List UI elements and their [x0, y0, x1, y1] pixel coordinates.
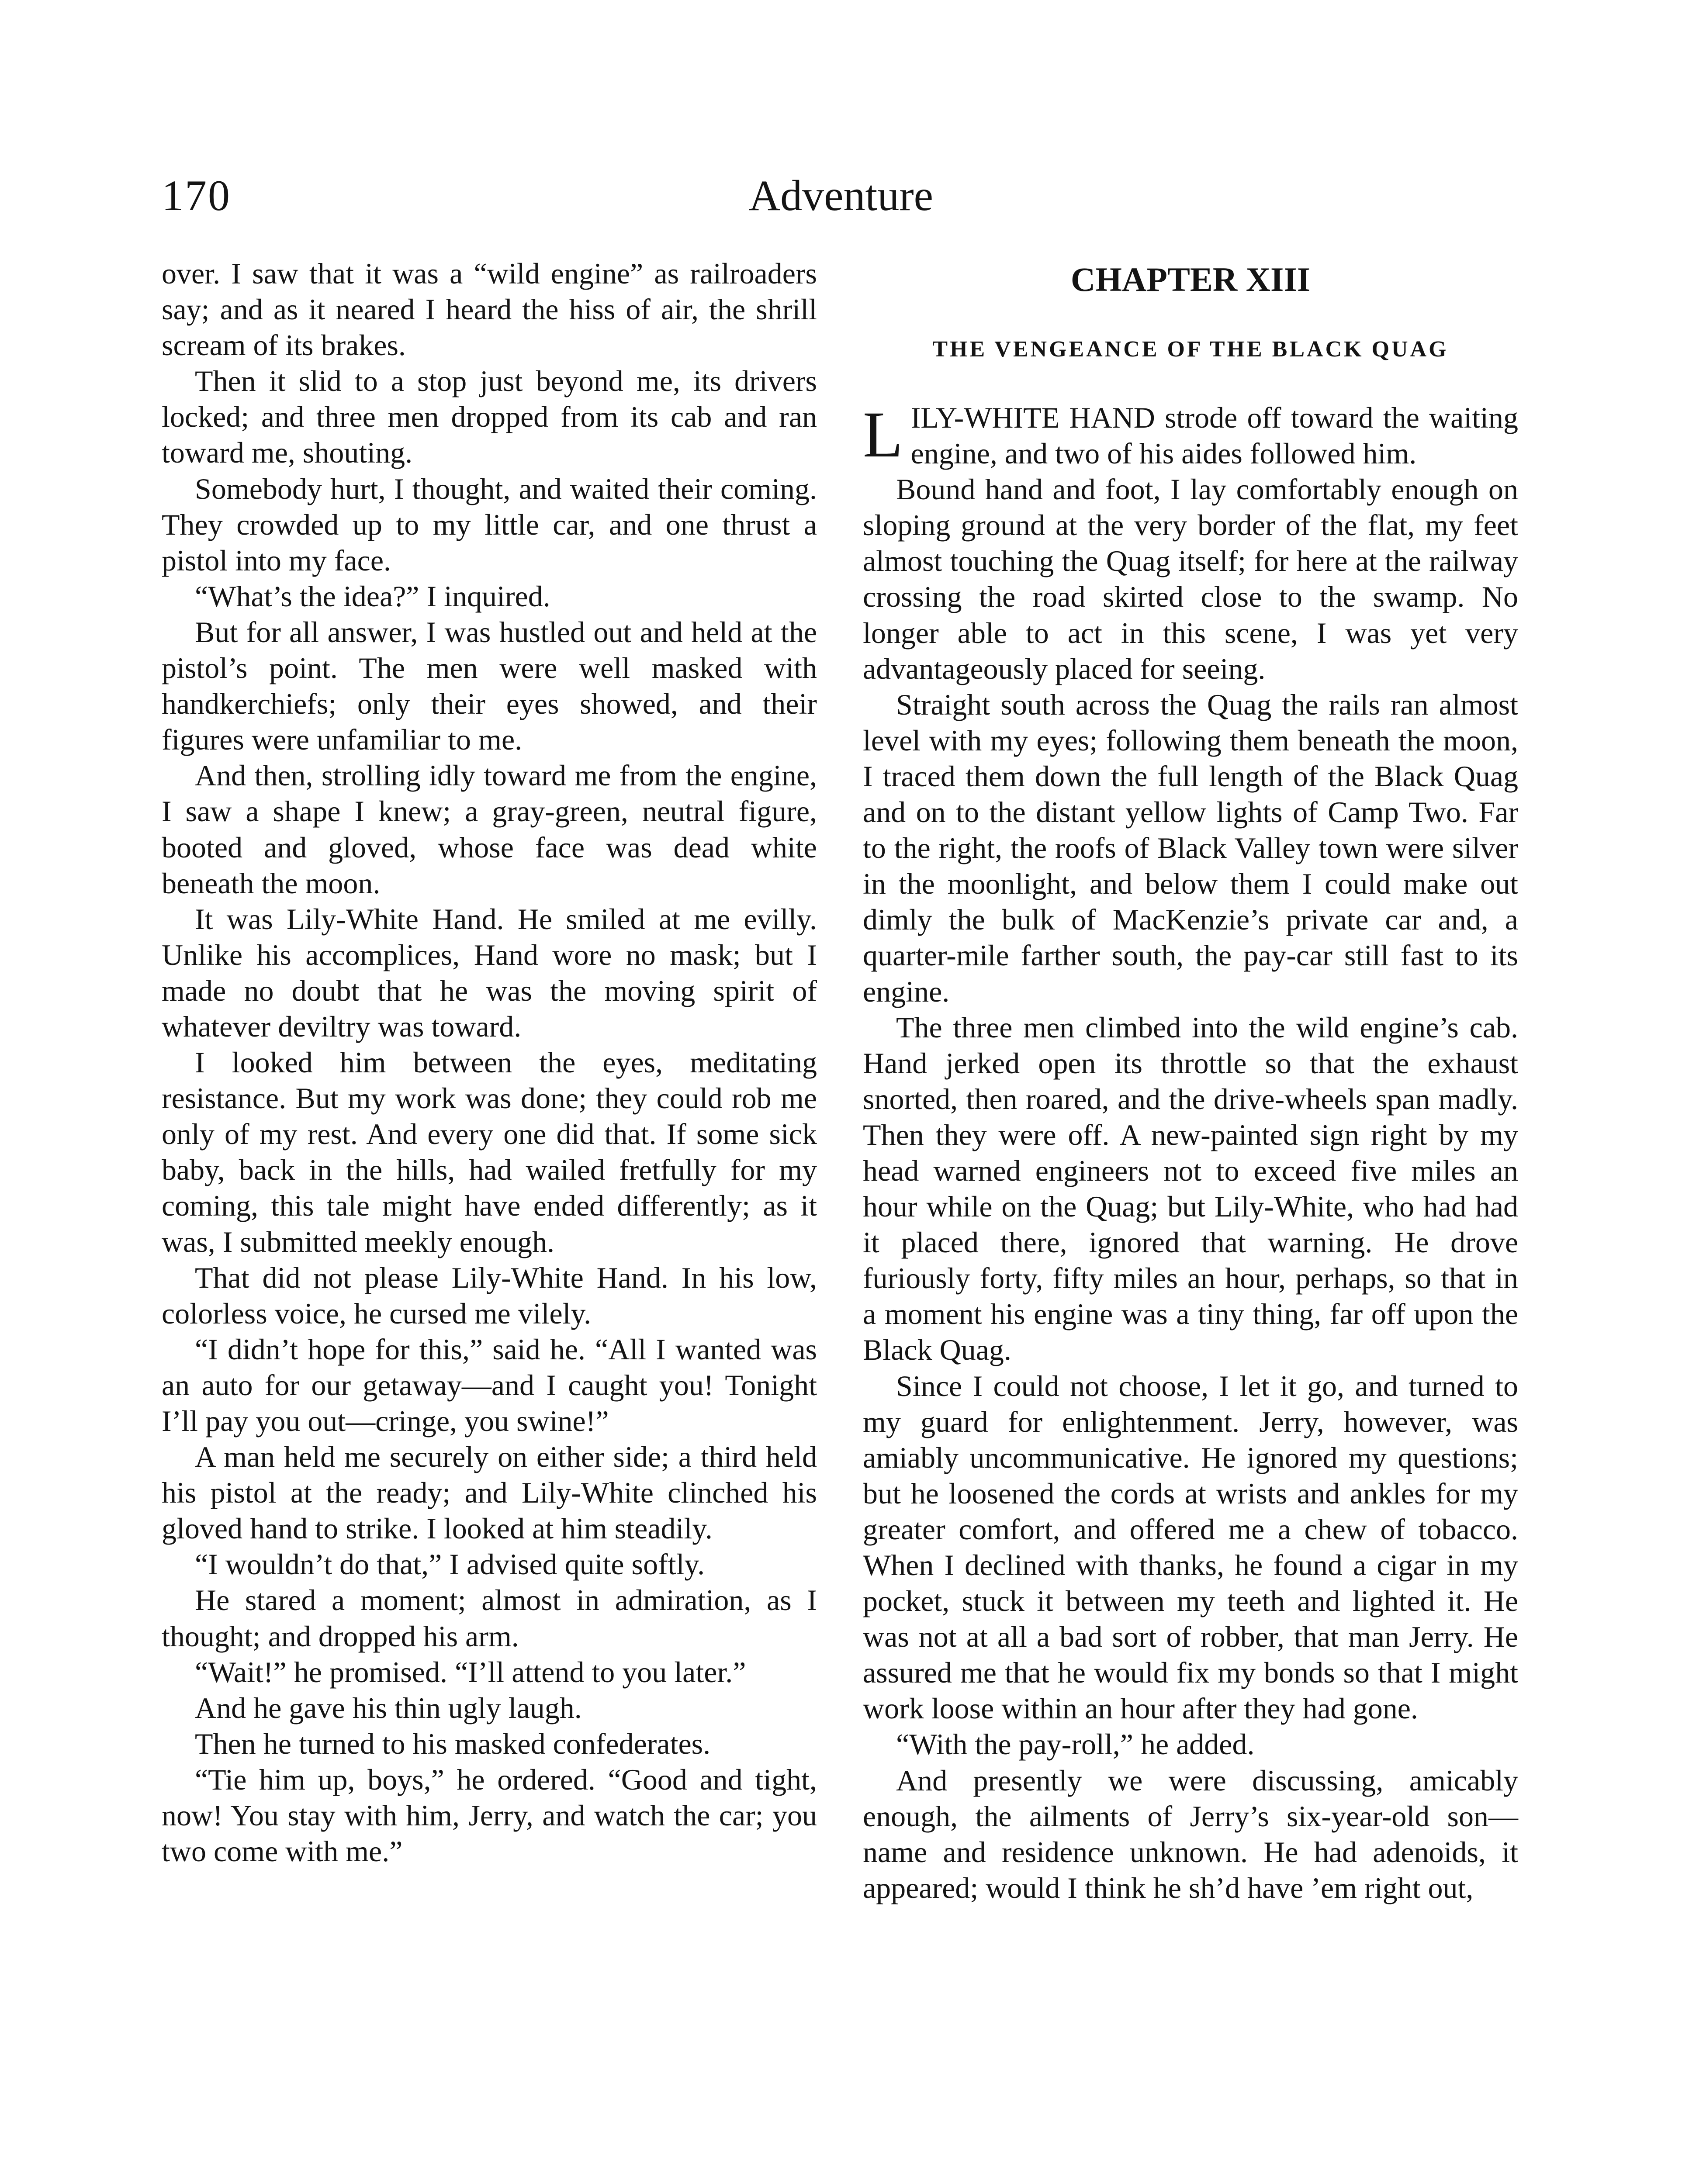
story-paragraph: Somebody hurt, I thought, and waited their coming. They crowded up to my little car, and one thrust a pistol into my face. — [162, 472, 817, 577]
story-paragraph: I looked him between the eyes, meditating resistance. But my work was done; they could rob me only of my rest. And every one did that. If some sick baby, back in the hills, had wailed fretfully for my coming, this tale might have ended differently; as it was, I submitted meekly enough. — [162, 1046, 817, 1258]
story-paragraph: “Tie him up, boys,” he ordered. “Good and tight, now! You stay with him, Jerry, and watch the car; you two come with me.” — [162, 1762, 817, 1868]
magazine-title: Adventure — [748, 171, 934, 220]
story-paragraph: Then it slid to a stop just beyond me, its drivers locked; and three men dropped from its cab and ran toward me, shouting. — [162, 364, 817, 470]
right-text-column — [863, 256, 1518, 1906]
story-paragraph: The three men climbed into the wild engine’s cab. Hand jerked open its throttle so that the exhaust snorted, then roared, and the drive-wheels span madly. Then they were off. A new-painted sign right by my head warned engineers not to exceed five miles an hour while on the Quag; but Lily-White, who had had it placed there, ignored that warning. He drove furiously forty, fifty miles an hour, perhaps, so that in a moment his engine was a tiny thing, far off upon the Black Quag. — [863, 1010, 1518, 1367]
story-paragraph: “I wouldn’t do that,” I advised quite softly. — [195, 1548, 705, 1581]
chapter-opening-paragraph — [863, 400, 1518, 471]
story-paragraph: It was Lily-White Hand. He smiled at me evilly. Unlike his accomplices, Hand wore no mask; but I made no doubt that he was the moving spirit of whatever deviltry was toward. — [162, 902, 817, 1043]
opening-text: ILY-WHITE HAND strode off toward the waiting engine, and two of his aides followed him. — [910, 401, 1518, 470]
story-paragraph: A man held me securely on either side; a third held his pistol at the ready; and Lily-White clinched his gloved hand to strike. I looked at him steadily. — [162, 1440, 817, 1545]
story-paragraph: “With the pay-roll,” he added. — [896, 1728, 1255, 1761]
story-paragraph: over. I saw that it was a “wild engine” as railroaders say; and as it neared I heard the hiss of air, the shrill scream of its brakes. — [162, 257, 817, 362]
story-paragraph: “What’s the idea?” I inquired. — [195, 579, 550, 613]
running-head — [162, 165, 1520, 226]
story-paragraph: “I didn’t hope for this,” said he. “All I wanted was an auto for our getaway—and I caught you! Tonight I’ll pay you out—cringe, you swine!” — [162, 1332, 817, 1438]
drop-cap: L — [863, 398, 903, 471]
story-paragraph: Then he turned to his masked confederates. — [195, 1727, 711, 1760]
story-paragraph: That did not please Lily-White Hand. In his low, colorless voice, he cursed me vilely. — [162, 1261, 817, 1330]
left-text-column — [162, 256, 817, 1869]
story-paragraph: But for all answer, I was hustled out and held at the pistol’s point. The men were well masked with handkerchiefs; only their eyes showed, and their figures were unfamiliar to me. — [162, 615, 817, 757]
page-number: 170 — [162, 171, 231, 220]
chapter-title: CHAPTER XIII — [1070, 260, 1311, 298]
story-paragraph: Straight south across the Quag the rails ran almost level with my eyes; following them beneath the moon, I traced them down the full length of the Black Quag and on to the distant yellow lights of Camp Two. Far to the right, the roofs of Black Valley town were silver in the moonlight, and below them I could make out dimly the bulk of MacKenzie’s private car and, a quarter-mile farther south, the pay-car still fast to its engine. — [863, 688, 1518, 1008]
story-paragraph: And presently we were discussing, amicably enough, the ailments of Jerry’s six-year-old son—name and residence unknown. He had adenoids, it appeared; would I think he sh’d have ’em right out, — [863, 1763, 1518, 1904]
chapter-subtitle: THE VENGEANCE OF THE BLACK QUAG — [932, 337, 1449, 362]
story-paragraph: He stared a moment; almost in admiration, as I thought; and dropped his arm. — [162, 1583, 817, 1653]
story-paragraph: Bound hand and foot, I lay comfortably enough on sloping ground at the very border of the flat, my feet almost touching the Quag itself; for here at the railway crossing the road skirted close to the swamp. No longer able to act in this scene, I was yet very advantageously placed for seeing. — [863, 473, 1518, 685]
story-paragraph: Since I could not choose, I let it go, and turned to my guard for enlightenment. Jerry, however, was amiably uncommunicative. He ignored my questions; but he loosened the cords at wrists and ankles for my greater comfort, and offered me a chew of tobacco. When I declined with thanks, he found a cigar in my pocket, stuck it between my teeth and lighted it. He was not at all a bad sort of robber, that man Jerry. He assured me that he would fix my bonds so that I might work loose within an hour after they had gone. — [863, 1369, 1518, 1725]
story-paragraph: And he gave his thin ugly laugh. — [195, 1691, 582, 1724]
story-paragraph: And then, strolling idly toward me from the engine, I saw a shape I knew; a gray-green, neutral figure, booted and gloved, whose face was dead white beneath the moon. — [162, 759, 817, 900]
story-paragraph: “Wait!” he promised. “I’ll attend to you later.” — [195, 1655, 746, 1689]
